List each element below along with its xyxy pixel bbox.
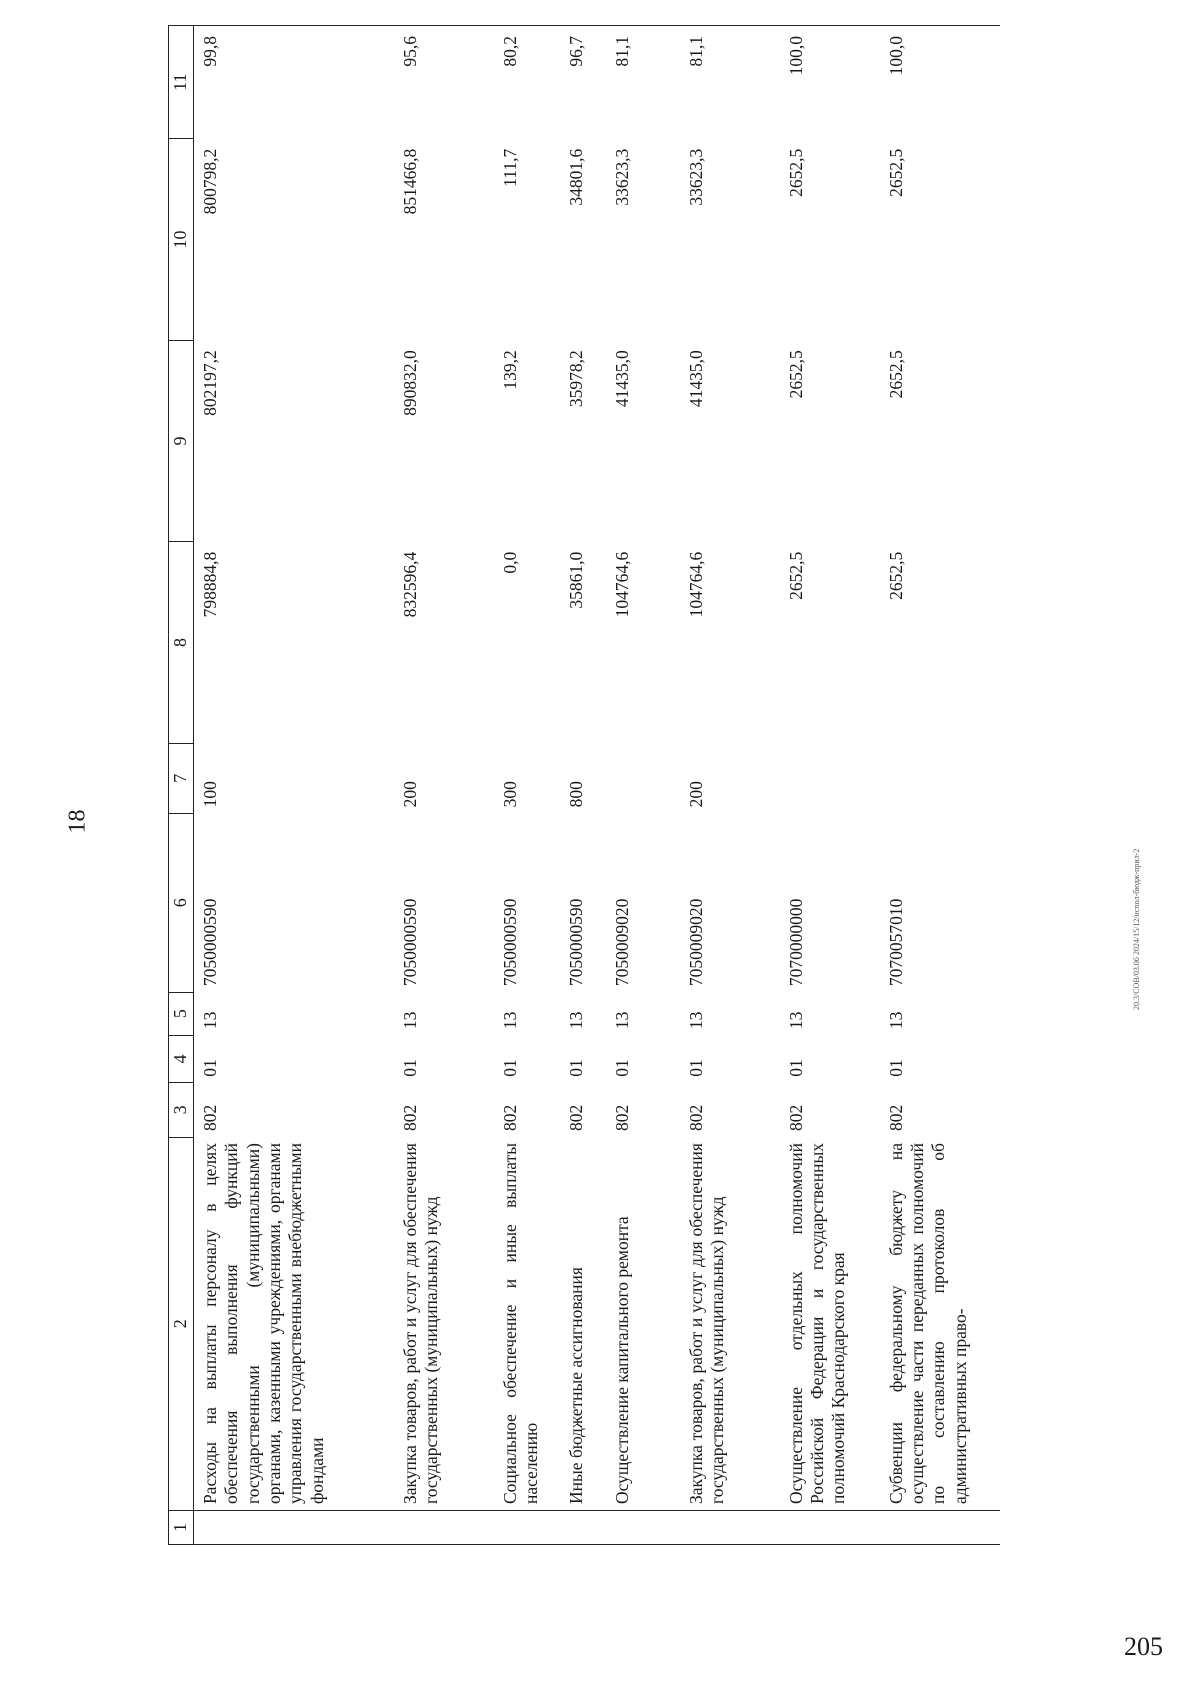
cell-col-8: 832596,4: [399, 551, 420, 618]
cell-col-9: 139,2: [499, 350, 520, 390]
cell-col-7: 200: [399, 781, 420, 808]
cell-col-10: 2652,5: [785, 148, 806, 197]
table-row: [680, 26, 780, 1545]
table-body: [194, 26, 1000, 1545]
cell-col-1: [606, 1511, 680, 1545]
header-cell: 8: [169, 542, 194, 743]
cell-col-11: 80,2: [494, 26, 560, 139]
cell-col-3: 802: [399, 1104, 420, 1132]
header-cell: 10: [169, 139, 194, 340]
cell-col-2: Закупка товаров, работ и услуг для обеспечения государственных (муниципальных) нужд: [394, 1137, 494, 1511]
cell-col-2: Закупка товаров, работ и услуг для обеспечения государственных (муниципальных) нужд: [680, 1137, 780, 1511]
cell-col-5: 13: [499, 1011, 520, 1030]
cell-col-11: 81,1: [680, 26, 780, 139]
cell-col-8: 2652,5: [885, 551, 906, 600]
header-cell: 2: [169, 1137, 194, 1511]
table-row: [494, 26, 560, 1545]
cell-col-10: 800798,2: [200, 148, 220, 215]
cell-col-10: 33623,3: [611, 148, 632, 206]
cell-col-11: 100,0: [780, 26, 880, 139]
footer-code: [1132, 848, 1172, 1020]
cell-col-3: 802: [685, 1104, 706, 1132]
cell-col-7: 300: [499, 781, 520, 808]
cell-col-11: 81,1: [606, 26, 680, 139]
cell-col-6: 7070057010: [885, 898, 906, 987]
cell-col-5: 13: [885, 1011, 906, 1030]
cell-col-5: 13: [200, 1011, 220, 1030]
cell-col-10: 851466,8: [399, 148, 420, 215]
cell-col-2: Субвенции федеральному бюджету на осуществление части переданных полномочий по составлению протоколов об административных право-: [880, 1137, 1000, 1511]
table-row: [880, 26, 1000, 1545]
header-cell: 11: [169, 26, 194, 139]
header-cell: 9: [169, 340, 194, 541]
cell-col-4: 01: [399, 1059, 420, 1077]
header-cell: 4: [169, 1035, 194, 1083]
cell-col-6: 7070000000: [785, 898, 806, 987]
cell-col-8: 0,0: [499, 551, 520, 574]
cell-col-10: 2652,5: [885, 148, 906, 197]
budget-table-rotated: [168, 25, 1028, 1545]
cell-col-3: 802: [499, 1104, 520, 1132]
cell-col-2: Осуществление отдельных полномочий Российской Федерации и государственных полномочий Краснодарского края: [780, 1137, 880, 1511]
cell-col-3: 802: [565, 1104, 586, 1132]
cell-col-5: 13: [399, 1011, 420, 1030]
table-row: [194, 26, 394, 1545]
cell-col-7: 100: [200, 781, 220, 808]
cell-col-1: [880, 1511, 1000, 1545]
cell-col-6: 7050000590: [399, 898, 420, 987]
cell-col-1: [560, 1511, 606, 1545]
cell-col-6: 7050000590: [499, 898, 520, 987]
cell-col-5: 13: [785, 1011, 806, 1030]
cell-col-9: 41435,0: [685, 350, 706, 408]
cell-col-9: 41435,0: [611, 350, 632, 408]
footer-code-text: 20.3/СОВ/03.06 2024/15/12/испол-бюдж-прил-2: [1132, 848, 1141, 1010]
cell-col-11: 99,8: [194, 26, 394, 139]
cell-col-10: 33623,3: [685, 148, 706, 206]
cell-col-4: 01: [565, 1059, 586, 1077]
cell-col-8: 104764,6: [611, 551, 632, 618]
cell-col-2: Расходы на выплаты персоналу в целях обеспечения выполнения функций государственными (муниципальными) органами, казенными учреждениями, органами управления государственными внебюджетными фондами: [194, 1137, 394, 1511]
cell-col-1: [780, 1511, 880, 1545]
header-cell: 6: [169, 813, 194, 992]
cell-col-4: 01: [785, 1059, 806, 1077]
budget-table: [168, 25, 1000, 1545]
cell-col-10: 111,7: [499, 148, 520, 187]
cell-col-1: [494, 1511, 560, 1545]
table-row: [394, 26, 494, 1545]
cell-col-10: 34801,6: [565, 148, 586, 206]
cell-col-9: 2652,5: [785, 350, 806, 399]
header-cell: 3: [169, 1083, 194, 1137]
cell-col-9: 890832,0: [399, 350, 420, 416]
cell-col-3: 802: [200, 1104, 220, 1132]
cell-col-4: 01: [611, 1059, 632, 1077]
cell-col-1: [194, 1511, 394, 1545]
cell-col-8: 35861,0: [565, 551, 586, 609]
cell-col-9: 2652,5: [885, 350, 906, 399]
cell-col-11: 100,0: [880, 26, 1000, 139]
table-row: [560, 26, 606, 1545]
table-row: [606, 26, 680, 1545]
header-cell: 1: [169, 1511, 194, 1545]
cell-col-5: 13: [685, 1011, 706, 1030]
cell-col-6: 7050000590: [565, 898, 586, 987]
table-row: [780, 26, 880, 1545]
cell-col-3: 802: [885, 1104, 906, 1132]
cell-col-2: Осуществление капитального ремонта: [606, 1137, 680, 1511]
cell-col-6: 7050000590: [200, 898, 220, 987]
header-cell: 5: [169, 992, 194, 1035]
cell-col-5: 13: [565, 1011, 586, 1030]
cell-col-8: 104764,6: [685, 551, 706, 618]
header-cell: 7: [169, 743, 194, 813]
cell-col-2: Социальное обеспечение и иные выплаты населению: [494, 1137, 560, 1511]
cell-col-8: 798884,8: [200, 551, 220, 618]
cell-col-11: 95,6: [394, 26, 494, 139]
cell-col-6: 7050009020: [685, 898, 706, 987]
header-row: [169, 26, 194, 1545]
cell-col-3: 802: [785, 1104, 806, 1132]
cell-col-3: 802: [611, 1104, 632, 1132]
cell-col-4: 01: [885, 1059, 906, 1077]
cell-col-9: 35978,2: [565, 350, 586, 408]
cell-col-7: [780, 743, 880, 813]
cell-col-11: 96,7: [560, 26, 606, 139]
bottom-page-number: 205: [1124, 1632, 1163, 1661]
cell-col-7: 800: [565, 781, 586, 808]
cell-col-2: Иные бюджетные ассигнования: [560, 1137, 606, 1511]
cell-col-4: 01: [685, 1059, 706, 1077]
top-page-number: 18: [64, 809, 91, 834]
cell-col-1: [680, 1511, 780, 1545]
cell-col-5: 13: [611, 1011, 632, 1030]
cell-col-1: [394, 1511, 494, 1545]
cell-col-9: 802197,2: [200, 350, 220, 416]
cell-col-4: 01: [200, 1059, 220, 1077]
cell-col-7: [606, 743, 680, 813]
cell-col-7: [880, 743, 1000, 813]
cell-col-7: 200: [685, 781, 706, 808]
cell-col-4: 01: [499, 1059, 520, 1077]
cell-col-8: 2652,5: [785, 551, 806, 600]
cell-col-6: 7050009020: [611, 898, 632, 987]
